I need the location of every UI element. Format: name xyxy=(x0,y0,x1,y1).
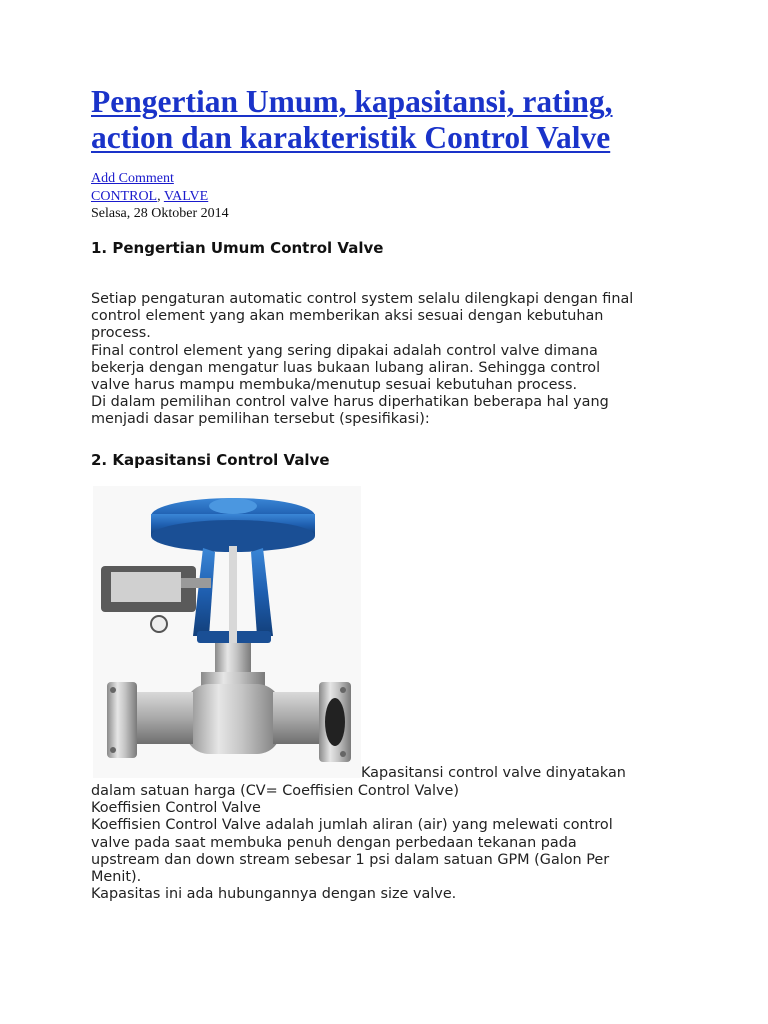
section-1-line: control element yang akan memberikan aksi sesuai dengan kebutuhan xyxy=(91,308,604,325)
article-title[interactable] xyxy=(91,84,691,156)
label-valve-link[interactable]: VALVE xyxy=(163,188,209,204)
section-2-line: valve pada saat membuka penuh dengan perbedaan tekanan pada xyxy=(91,834,577,851)
label-separator: , xyxy=(157,188,164,204)
positioner-arm xyxy=(181,578,211,588)
section-2-line: Menit). xyxy=(91,869,142,886)
label-control-link[interactable]: CONTROL xyxy=(91,188,158,204)
section-1-line: Di dalam pemilihan control valve harus diperhatikan beberapa hal yang xyxy=(91,394,609,411)
image-inline-caption: Kapasitansi control valve dinyatakan xyxy=(361,765,626,781)
article-title-line-2[interactable]: action dan karakteristik Control Valve xyxy=(91,120,611,155)
pressure-gauge xyxy=(151,616,167,632)
add-comment-link[interactable]: Add Comment xyxy=(91,171,174,186)
section-1-line: process. xyxy=(91,325,151,342)
section-1-heading: 1. Pengertian Umum Control Valve xyxy=(91,239,384,257)
article-title-line-1[interactable]: Pengertian Umum, kapasitansi, rating, xyxy=(91,84,613,119)
section-2-line: Koeffisien Control Valve adalah jumlah aliran (air) yang melewati control xyxy=(91,817,613,834)
section-1-line: valve harus mampu membuka/menutup sesuai kebutuhan process. xyxy=(91,377,578,394)
section-1-line: Final control element yang sering dipakai adalah control valve dimana xyxy=(91,342,598,359)
section-1-line: menjadi dasar pemilihan tersebut (spesifikasi): xyxy=(91,411,430,428)
actuator-cap xyxy=(209,498,257,514)
post-meta xyxy=(91,170,229,223)
pipe-left xyxy=(133,692,193,744)
section-2-line: dalam satuan harga (CV= Coeffisien Control Valve) xyxy=(91,783,460,799)
section-1-line: Setiap pengaturan automatic control system selalu dilengkapi dengan final xyxy=(91,291,634,307)
pipe-right xyxy=(273,692,325,744)
post-date: Selasa, 28 Oktober 2014 xyxy=(91,206,229,221)
bonnet-neck xyxy=(215,643,251,673)
control-valve-image xyxy=(93,486,361,778)
yoke-right xyxy=(251,548,273,636)
section-1-line: bekerja dengan mengatur luas bukaan lubang aliran. Sehingga control xyxy=(91,359,601,376)
valve-body xyxy=(185,684,281,754)
section-2-line: Kapasitas ini ada hubungannya dengan size valve. xyxy=(91,886,457,903)
control-valve-illustration xyxy=(93,486,361,778)
section-2-line: Koeffisien Control Valve xyxy=(91,800,261,817)
yoke-left xyxy=(193,548,215,636)
valve-stem xyxy=(229,546,237,646)
flange-left xyxy=(107,682,137,758)
section-2-heading: 2. Kapasitansi Control Valve xyxy=(91,451,330,469)
section-2-body xyxy=(91,783,651,903)
section-1-body xyxy=(91,291,651,429)
flange-bore xyxy=(325,698,345,746)
section-2-line: upstream dan down stream sebesar 1 psi dalam satuan GPM (Galon Per xyxy=(91,851,610,868)
positioner-plate xyxy=(111,572,181,602)
